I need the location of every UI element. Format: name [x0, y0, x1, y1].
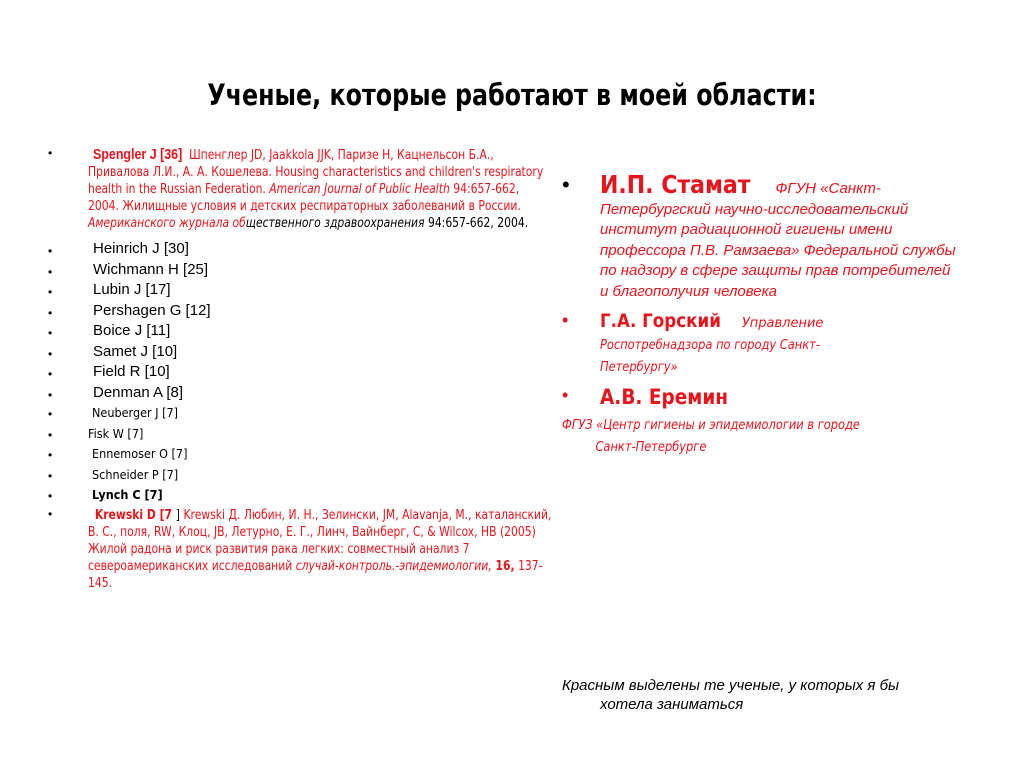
bullet: • — [48, 146, 53, 160]
bullet: • — [48, 346, 53, 361]
list-item — [48, 424, 548, 445]
list-item — [48, 321, 548, 342]
scientist-name: Pershagen G [12] — [93, 301, 211, 319]
gorsky-org-line2: Роспотребнадзора по городу Санкт- — [600, 338, 820, 353]
footnote-line2: хотела заниматься — [600, 696, 744, 713]
bullet: • — [48, 468, 53, 483]
bullet: • — [48, 506, 53, 521]
footnote-line1: Красным выделены те ученые, у которых я бы — [562, 677, 900, 694]
scientist-name: Wichmann H [25] — [93, 260, 209, 278]
list-item — [48, 485, 548, 506]
spengler-name: Spengler J [36] — [92, 146, 183, 163]
bullet: • — [48, 387, 53, 402]
scientist-name: Field R [10] — [93, 363, 170, 380]
bullet: • — [48, 305, 53, 320]
spengler-entry — [88, 146, 553, 232]
scientist-name: Boice J [11] — [93, 322, 171, 339]
scientist-name: Schneider P [7] — [92, 466, 179, 482]
gorsky-org-first: Управление — [741, 316, 824, 331]
krewski-pages: 137-145. — [88, 558, 543, 591]
eremin-org-line1: ФГУЗ «Центр гигиены и эпидемиологии в городе — [562, 418, 860, 433]
scientist-name: Samet J [10] — [93, 342, 178, 360]
spengler-journal-ru: Американского журнала об — [88, 216, 246, 231]
list-item — [48, 342, 548, 363]
bullet: • — [48, 264, 53, 279]
krewski-volume: 16, — [491, 558, 515, 574]
krewski-name: Krewski D [7 — [94, 507, 176, 523]
stamat-org: Петербургский научно-исследовательский институт радиационной гигиены имени профессора П.В. Рамзаева» Федеральной службы по надзору в сфере защиты прав потребителей и благополучия человека — [600, 200, 956, 300]
list-item — [48, 403, 548, 424]
list-item — [48, 465, 548, 486]
scientist-name: Ennemoser O [7] — [92, 446, 188, 461]
bullet: • — [562, 310, 569, 330]
krewski-italic: случай-контроль.-эпидемиологии, — [295, 558, 492, 574]
bullet: • — [48, 244, 53, 258]
list-item-krewski — [48, 506, 552, 592]
scientist-name: Lubin J [17] — [93, 281, 171, 298]
list-item — [48, 260, 548, 281]
bullet: • — [48, 489, 53, 503]
bullet: • — [562, 172, 570, 197]
scientist-name: Neuberger J [7] — [92, 405, 179, 420]
eremin-name: А.В. Еремин — [600, 385, 729, 409]
list-item — [48, 383, 548, 404]
scientist-name: Fisk W [7] — [88, 425, 144, 441]
eremin-org-line2: Санкт-Петербурге — [595, 440, 707, 455]
krewski-entry — [88, 507, 553, 592]
gorsky-name: Г.А. Горский — [600, 310, 721, 332]
scientist-name: Lynch C [7] — [92, 487, 163, 502]
list-item-gorsky — [562, 310, 962, 379]
scientist-name: Denman A [8] — [93, 383, 184, 401]
list-item — [48, 362, 548, 383]
spengler-p1: Шпенглер JD, Jaakkola JJK, Паризе Н, Кацнельсон Б.А., Привалова Л.И., А. А. Кошелева. Housing characteristics and children's respiratory health in the Russian Federation. — [88, 148, 544, 197]
stamat-org-first: ФГУН «Санкт- — [775, 180, 881, 197]
scientists-list-right — [562, 170, 962, 459]
bullet: • — [48, 285, 53, 299]
list-item — [48, 239, 548, 260]
krewski-bracket: ] — [175, 507, 181, 523]
list-item — [48, 444, 548, 465]
bullet: • — [48, 448, 53, 462]
list-item — [48, 280, 548, 301]
scientists-list-left — [48, 146, 552, 592]
gorsky-org — [600, 335, 962, 379]
eremin-org — [562, 415, 962, 459]
stamat-name: И.П. Стамат — [600, 170, 751, 199]
bullet: • — [48, 367, 53, 381]
krewski-p1: Krewski Д. Любин, И. Н., Зелински, JM, Alavanja, M., каталанский, В. С., поля, RW, Клоц, JB, Летурно, Е. Г., Линч, Вайнберг, C, & Wilcox, HB (2005) Жилой радона и риск развития рака легких: совместный анализ 7 североамериканских исследований — [88, 507, 552, 574]
bullet: • — [48, 407, 53, 421]
gorsky-org-line3: Петербургу» — [600, 360, 678, 375]
list-item — [48, 301, 548, 322]
scientist-name: Heinrich J [30] — [93, 240, 189, 257]
page-title: Ученые, которые работают в моей области: — [207, 78, 817, 112]
spengler-p2: 94:657-662, 2004. Жилищные условия и детских респираторных заболеваний в России. — [88, 182, 521, 214]
footnote — [562, 676, 982, 714]
bullet: • — [562, 385, 569, 405]
list-item-eremin — [562, 385, 962, 409]
bullet: • — [48, 326, 53, 340]
spengler-p3: 94:657-662, 2004. — [424, 216, 529, 231]
bullet: • — [48, 427, 53, 442]
spengler-journal-ru-tail: щественного здравоохранения — [245, 216, 425, 231]
list-item-stamat — [562, 170, 962, 302]
list-item-spengler — [48, 146, 548, 232]
spengler-journal-en: American Journal of Public Health — [269, 182, 450, 197]
